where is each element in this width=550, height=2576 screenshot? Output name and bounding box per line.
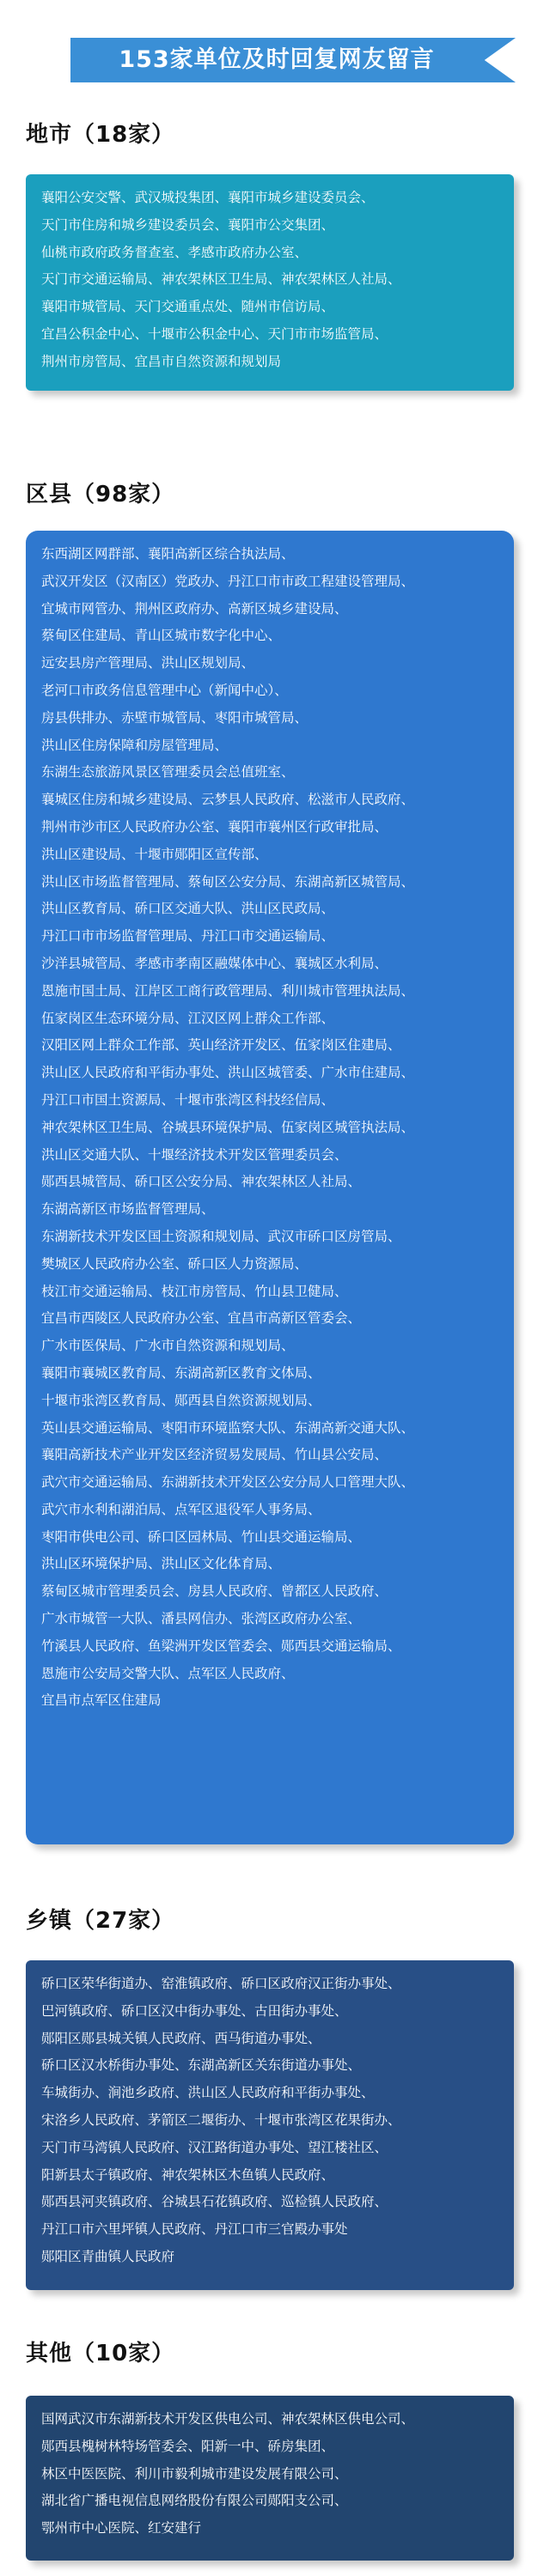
- list-line: 襄阳公安交警、武汉城投集团、襄阳市城乡建设委员会、: [41, 190, 375, 205]
- list-line: 武穴市交通运输局、东湖新技术开发区公安分局人口管理大队、: [41, 1474, 415, 1491]
- list-line: 远安县房产管理局、洪山区规划局、: [41, 655, 255, 671]
- list-line: 丹江口市市场监督管理局、丹江口市交通运输局、: [41, 928, 335, 945]
- list-line: 郧西县城管局、硚口区公安分局、神农架林区人社局、: [41, 1174, 362, 1190]
- list-line: 沙洋县城管局、孝感市孝南区融媒体中心、襄城区水利局、: [41, 955, 388, 971]
- list-line: 硚口区荣华街道办、窑淮镇政府、硚口区政府汉正街办事处、: [41, 1976, 401, 1991]
- list-line: 丹江口市国土资源局、十堰市张湾区科技经信局、: [41, 1091, 335, 1108]
- list-line: 荆州市房管局、宜昌市自然资源和规划局: [41, 353, 282, 369]
- list-line: 天门市交通运输局、神农架林区卫生局、神农架林区人社局、: [41, 271, 401, 288]
- list-line: 鄂州市中心医院、红安建行: [41, 2520, 202, 2537]
- list-line: 洪山区建设局、十堰市郧阳区宣传部、: [41, 846, 268, 862]
- list-line: 十堰市张湾区教育局、郧西县自然资源规划局、: [41, 1392, 321, 1408]
- list-line: 老河口市政务信息管理中心（新闻中心）、: [41, 682, 288, 698]
- list-line: 广水市城管一大队、潘县网信办、张湾区政府办公室、: [41, 1611, 362, 1627]
- list-line: 蔡甸区住建局、青山区城市数字化中心、: [41, 628, 282, 644]
- list-line: 荆州市沙市区人民政府办公室、襄阳市襄州区行政审批局、: [41, 818, 388, 835]
- list-line: 郧阳区青曲镇人民政府: [41, 2248, 175, 2264]
- list-line: 东湖新技术开发区国土资源和规划局、武汉市硚口区房管局、: [41, 1228, 401, 1244]
- list-line: 巴河镇政府、硚口区汉中街办事处、古田街办事处、: [41, 2002, 348, 2019]
- list-line: 蔡甸区城市管理委员会、房县人民政府、曾都区人民政府、: [41, 1583, 388, 1600]
- section-title-cities: 地市（18家）: [26, 122, 175, 148]
- list-line: 仙桃市政府政务督查室、孝感市政府办公室、: [41, 244, 309, 260]
- list-line: 襄城区住房和城乡建设局、云梦县人民政府、松滋市人民政府、: [41, 792, 415, 808]
- list-line: 郧西县槐树林特场管委会、阳新一中、硚房集团、: [41, 2438, 335, 2454]
- list-line: 英山县交通运输局、枣阳市环境监察大队、东湖高新交通大队、: [41, 1419, 415, 1436]
- list-line: 郧西县河夹镇政府、谷城县石花镇政府、巡检镇人民政府、: [41, 2194, 388, 2210]
- section-title-others: 其他（10家）: [26, 2341, 175, 2366]
- list-line: 宜城市网管办、荆州区政府办、高新区城乡建设局、: [41, 600, 348, 617]
- list-line: 东湖生态旅游风景区管理委员会总值班室、: [41, 764, 295, 781]
- list-line: 枝江市交通运输局、枝江市房管局、竹山县卫健局、: [41, 1283, 348, 1299]
- list-line: 硚口区汉水桥街办事处、东湖高新区关东街道办事处、: [41, 2057, 362, 2074]
- others-list-box: [26, 2396, 514, 2561]
- list-line: 伍家岗区生态环境分局、江汉区网上群众工作部、: [41, 1010, 335, 1026]
- list-line: 湖北省广播电视信息网络股份有限公司郧阳支公司、: [41, 2493, 348, 2509]
- list-line: 房县供排办、赤壁市城管局、枣阳市城管局、: [41, 709, 309, 726]
- list-line: 襄阳市襄城区教育局、东湖高新区教育文体局、: [41, 1364, 321, 1381]
- list-line: 阳新县太子镇政府、神农架林区木鱼镇人民政府、: [41, 2166, 335, 2183]
- list-line: 郧阳区郧县城关镇人民政府、西马街道办事处、: [41, 2030, 321, 2046]
- list-line: 宋洛乡人民政府、茅箭区二堰街办、十堰市张湾区花果街办、: [41, 2111, 401, 2128]
- list-line: 丹江口市六里坪镇人民政府、丹江口市三官殿办事处: [41, 2221, 348, 2238]
- list-line: 洪山区交通大队、十堰经济技术开发区管理委员会、: [41, 1146, 348, 1163]
- list-line: 汉阳区网上群众工作部、英山经济开发区、伍家岗区住建局、: [41, 1037, 401, 1054]
- list-line: 襄阳高新技术产业开发区经济贸易发展局、竹山县公安局、: [41, 1447, 388, 1463]
- banner-title: 153家单位及时回复网友留言: [119, 46, 435, 73]
- section-title-towns: 乡镇（27家）: [26, 1908, 175, 1934]
- districts-list-box: [26, 531, 514, 1844]
- list-line: 洪山区住房保障和房屋管理局、: [41, 737, 229, 753]
- list-line: 东湖高新区市场监督管理局、: [41, 1201, 215, 1218]
- list-line: 林区中医医院、利川市毅利城市建设发展有限公司、: [41, 2465, 348, 2482]
- list-line: 武穴市水利和湖泊局、点军区退役军人事务局、: [41, 1501, 321, 1517]
- list-line: 东西湖区网群部、襄阳高新区综合执法局、: [41, 546, 295, 562]
- list-line: 神农架林区卫生局、谷城县环境保护局、伍家岗区城管执法局、: [41, 1119, 415, 1135]
- list-line: 车城街办、涧池乡政府、洪山区人民政府和平街办事处、: [41, 2085, 375, 2101]
- list-line: 樊城区人民政府办公室、硚口区人力资源局、: [41, 1255, 309, 1272]
- section-title-districts: 区县（98家）: [26, 482, 175, 507]
- list-line: 恩施市国土局、江岸区工商行政管理局、利川城市管理执法局、: [41, 982, 415, 999]
- list-line: 天门市住房和城乡建设委员会、襄阳市公交集团、: [41, 216, 335, 233]
- list-line: 竹溪县人民政府、鱼梁洲开发区管委会、郧西县交通运输局、: [41, 1637, 401, 1654]
- list-line: 洪山区市场监督管理局、蔡甸区公安分局、东湖高新区城管局、: [41, 873, 415, 890]
- list-line: 枣阳市供电公司、硚口区园林局、竹山县交通运输局、: [41, 1528, 362, 1545]
- list-line: 宜昌市西陵区人民政府办公室、宜昌市高新区管委会、: [41, 1310, 362, 1327]
- list-line: 洪山区教育局、硚口区交通大队、洪山区民政局、: [41, 901, 335, 917]
- list-line: 襄阳市城管局、天门交通重点处、随州市信访局、: [41, 299, 335, 315]
- list-line: 宜昌公积金中心、十堰市公积金中心、天门市市场监管局、: [41, 325, 388, 342]
- list-line: 国网武汉市东湖新技术开发区供电公司、神农架林区供电公司、: [41, 2411, 415, 2427]
- cities-list-box: [26, 174, 514, 391]
- list-line: 洪山区人民政府和平街办事处、洪山区城管委、广水市住建局、: [41, 1065, 415, 1081]
- list-line: 武汉开发区（汉南区）党政办、丹江口市市政工程建设管理局、: [41, 573, 415, 589]
- towns-list-box: [26, 1960, 514, 2290]
- list-line: 宜昌市点军区住建局: [41, 1692, 162, 1709]
- list-line: 天门市马湾镇人民政府、汉江路街道办事处、望江楼社区、: [41, 2139, 388, 2155]
- list-line: 洪山区环境保护局、洪山区文化体育局、: [41, 1556, 282, 1572]
- list-line: 广水市医保局、广水市自然资源和规划局、: [41, 1338, 295, 1354]
- list-line: 恩施市公安局交警大队、点军区人民政府、: [41, 1665, 295, 1681]
